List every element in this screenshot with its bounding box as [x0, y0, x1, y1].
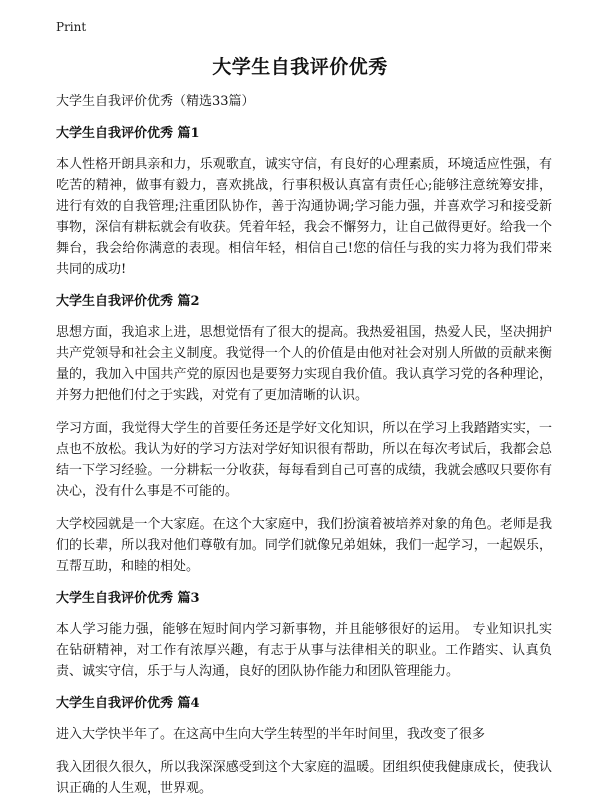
section-heading: 大学生自我评价优秀 篇1	[56, 126, 200, 141]
paragraph: 学习方面，我觉得大学生的首要任务还是学好文化知识，所以在学习上我踏踏实实，一点也不放松。我认为好的学习方法对学好知识很有帮助，所以在每次考试后，我都会总结一下学习经验。一分耕耘一分收获，每每看到自己可喜的成绩，我就会感叹只要你有决心，没有什么事是不可能的。	[56, 421, 552, 499]
article-subtitle: 大学生自我评价优秀（精选33篇）	[56, 94, 255, 109]
paragraph: 大学校园就是一个大家庭。在这个大家庭中，我们扮演着被培养对象的角色。老师是我们的长辈，所以我对他们尊敬有加。同学们就像兄弟姐妹，我们一起学习，一起娱乐，互帮互助，和睦的相处。	[56, 517, 552, 574]
print-link[interactable]: Print	[56, 20, 87, 34]
section-heading: 大学生自我评价优秀 篇4	[56, 696, 200, 711]
section-heading: 大学生自我评价优秀 篇3	[56, 591, 200, 606]
paragraph: 进入大学快半年了。在这高中生向大学生转型的半年时间里，我改变了很多	[56, 727, 486, 742]
section-heading: 大学生自我评价优秀 篇2	[56, 294, 200, 309]
article-body	[56, 92, 552, 811]
section-2	[56, 292, 552, 577]
paragraph: 本人学习能力强，能够在短时间内学习新事物，并且能够很好的运用。 专业知识扎实在钻研精神，对工作有浓厚兴趣，有志于从事与法律相关的职业。工作踏实、认真负责、诚实守信，乐于与人沟通，良好的团队协作能力和团队管理能力。	[56, 622, 552, 679]
paragraph: 本人性格开朗具亲和力，乐观歌直，诚实守信，有良好的心理素质，环境适应性强，有吃苦的精神，做事有毅力，喜欢挑战，行事积极认真富有责任心;能够注意统筹安排，进行有效的自我管理;注重团队协作，善于沟通协调;学习能力强，并喜欢学习和接受新事物，深信有耕耘就会有收获。凭着年轻，我会不懈努力，让自己做得更好。给我一个舞台，我会给你满意的表现。相信年轻，相信自己!您的信任与我的实力将为我们带来共同的成功!	[56, 157, 552, 277]
page-title: 大学生自我评价优秀	[212, 56, 388, 78]
section-4	[56, 694, 552, 799]
section-1	[56, 124, 552, 280]
section-3	[56, 589, 552, 682]
paragraph: 我入团很久很久，所以我深深感受到这个大家庭的温暖。团组织使我健康成长，使我认识正确的人生观，世界观。	[56, 760, 552, 796]
paragraph: 思想方面，我追求上进，思想觉悟有了很大的提高。我热爱祖国，热爱人民，坚决拥护共产党领导和社会主义制度。我觉得一个人的价值是由他对社会对别人所做的贡献来衡量的，我加入中国共产党的原因也是要努力实现自我价值。我认真学习党的各种理论，并努力把他们付之于实践，对党有了更加清晰的认识。	[56, 325, 552, 403]
